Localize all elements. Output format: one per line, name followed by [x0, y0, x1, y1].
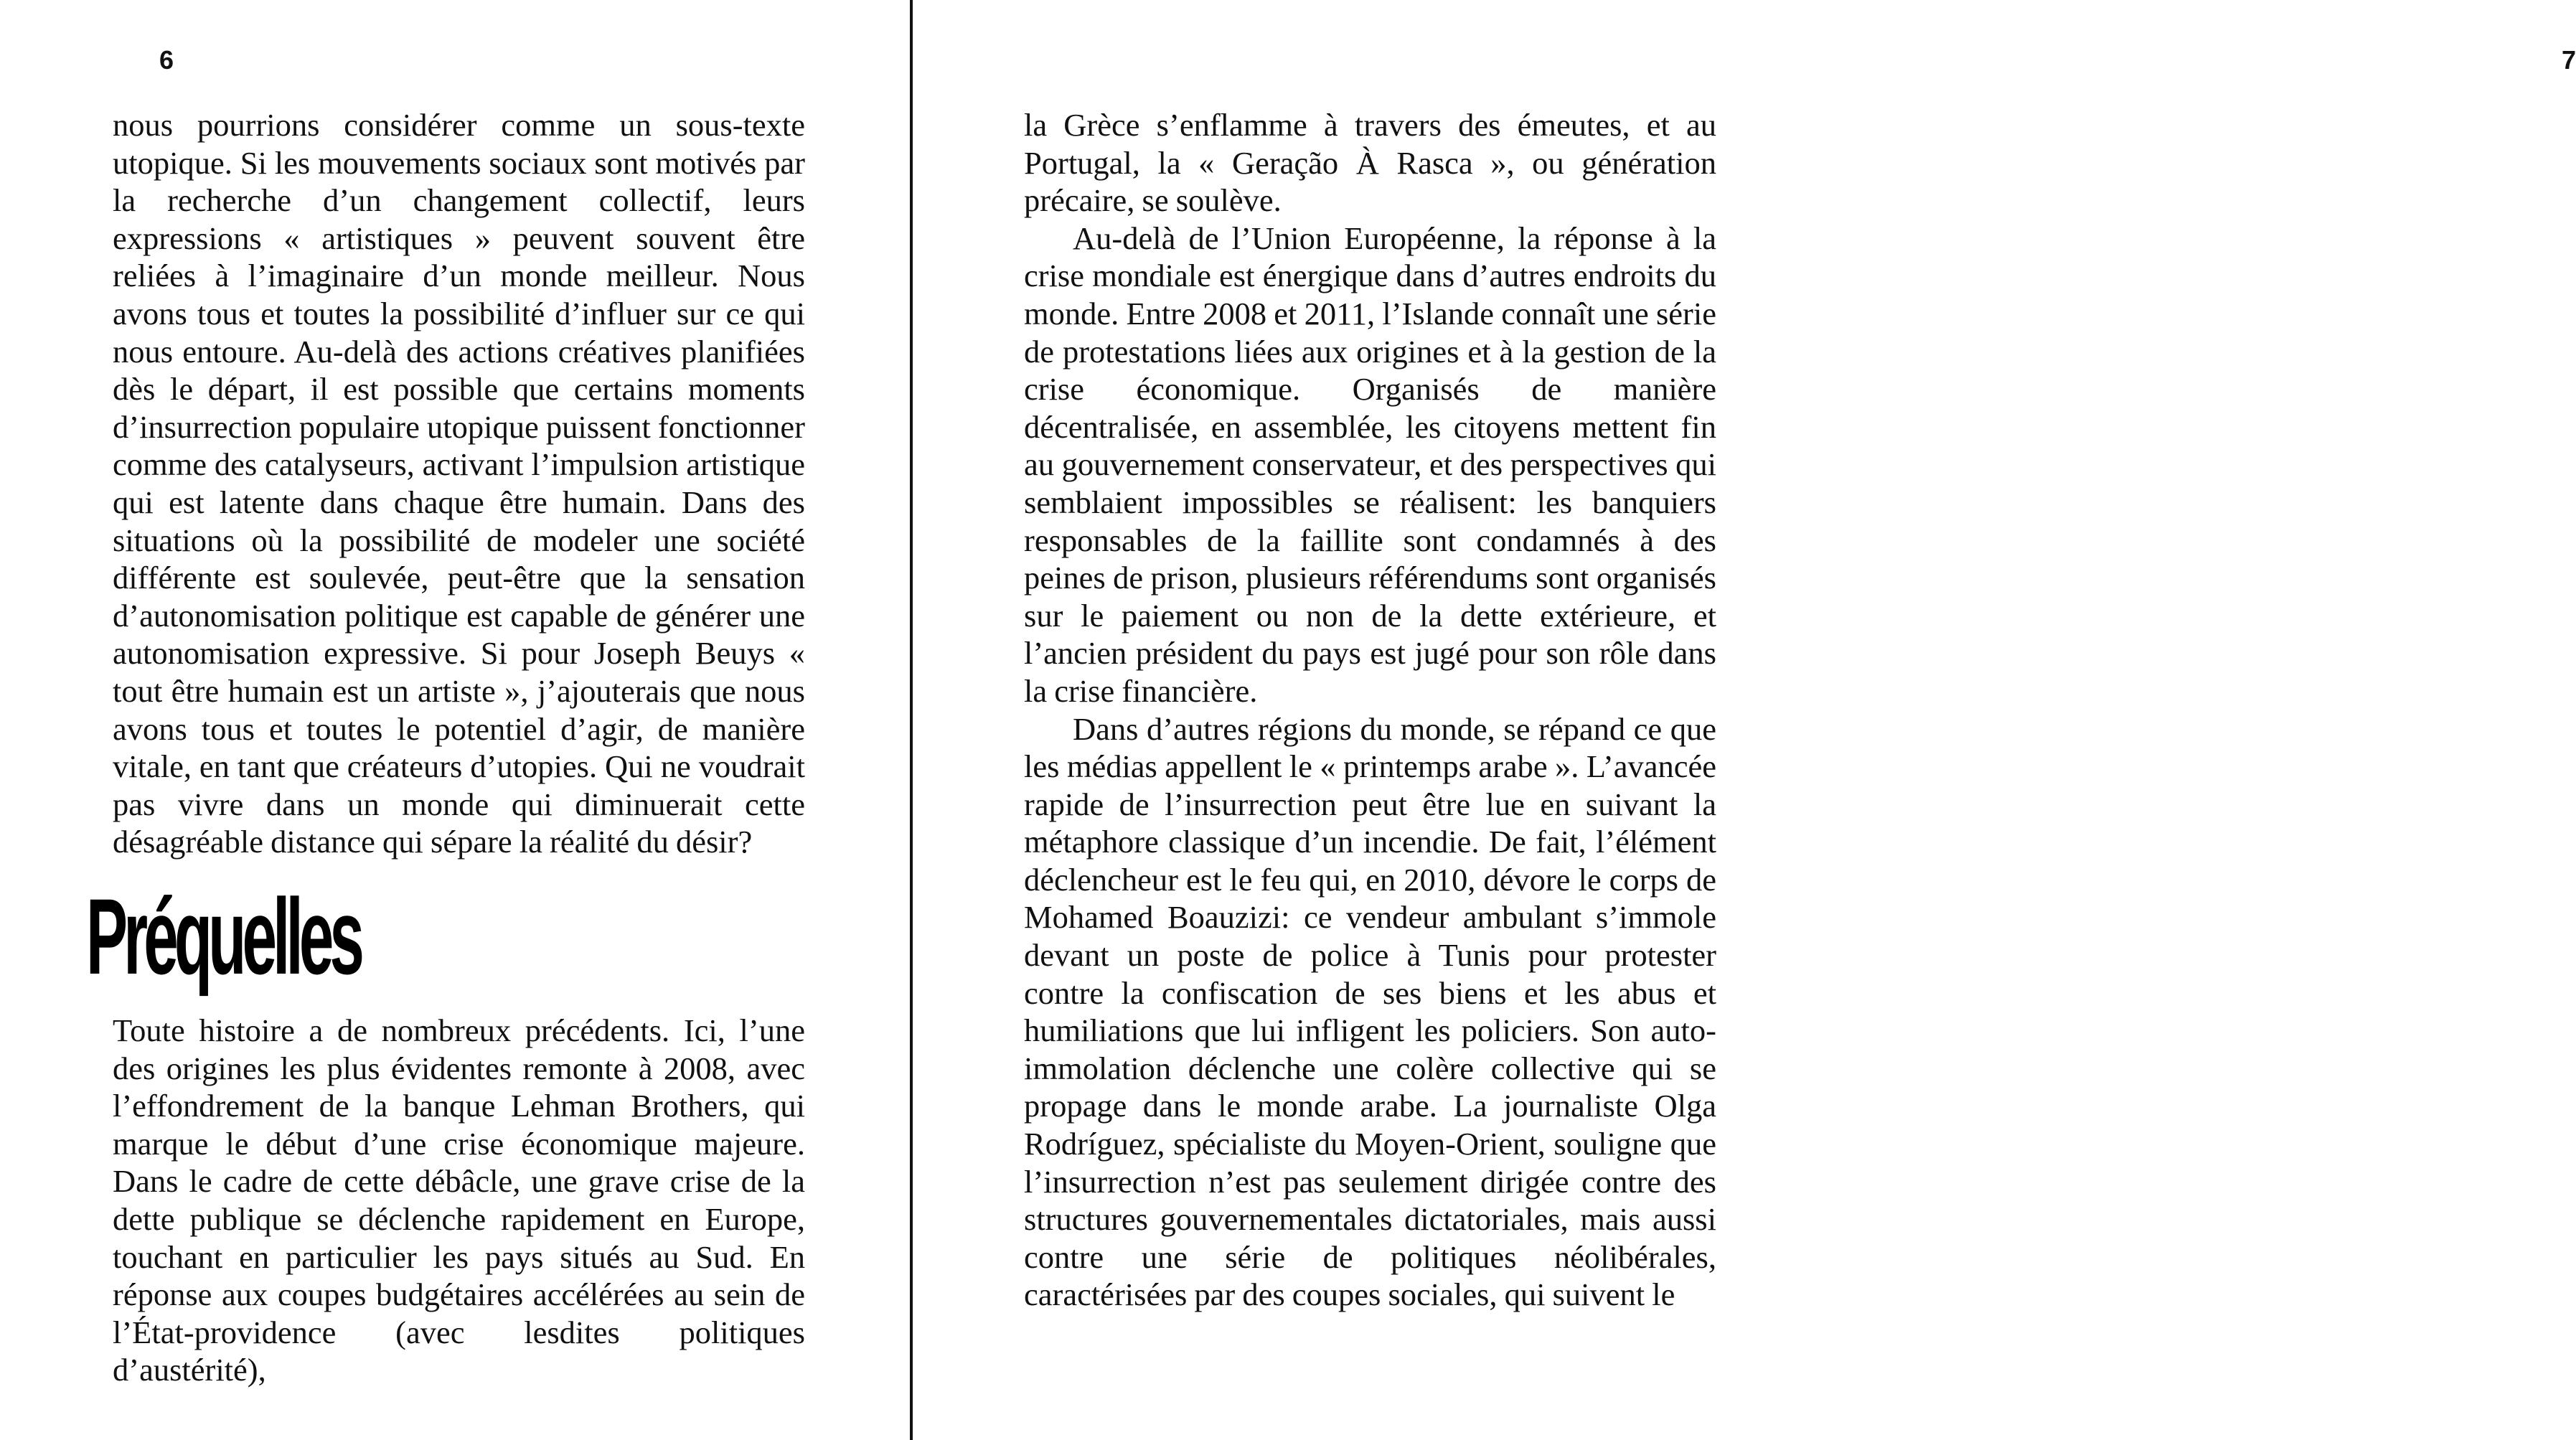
right-page-text [1024, 106, 1716, 1314]
paragraph: Dans d’autres régions du monde, se répand ce que les médias appellent le « printemps arabe ». L’avancée rapide de l’insurrection peut être lue en suivant la métaphore classique d’un incendie. De fait, l’élément déclencheur est le feu qui, en 2010, dévore le corps de Mohamed Boauzizi: ce vendeur ambulant s’immole devant un poste de police à Tunis pour protester contre la confiscation de ses biens et les abus et humiliations que lui infligent les policiers. Son auto-immolation déclenche une colère collective qui se propage dans le monde arabe. La journaliste Olga Rodríguez, spécialiste du Moyen-Orient, souligne que l’insurrection n’est pas seulement dirigée contre des structures gouvernementales dictatoriales, mais aussi contre une série de politiques néolibérales, caractérisées par des coupes sociales, qui suivent le [1024, 710, 1716, 1313]
page-number-right: 7 [2562, 45, 2576, 75]
left-top-text [113, 106, 805, 861]
paragraph: Toute histoire a de nombreux précédents. Ici, l’une des origines les plus évidentes remonte à 2008, avec l’effondrement de la banque Lehman Brothers, qui marque le début d’une crise économique majeure. Dans le cadre de cette débâcle, une grave crise de la dette publique se déclenche rapidement en Europe, touchant en particulier les pays situés au Sud. En réponse aux coupes budgétaires accélérées au sein de l’État-providence (avec lesdites politiques d’austérité), [113, 1012, 805, 1388]
section-heading: Préquelles [86, 876, 361, 997]
left-bottom-text [113, 1012, 805, 1389]
paragraph: Au-delà de l’Union Européenne, la réponse à la crise mondiale est énergique dans d’autres endroits du monde. Entre 2008 et 2011, l’Islande connaît une série de protestations liées aux origines et à la gestion de la crise économique. Organisés de manière décentralisée, en assemblée, les citoyens mettent fin au gouvernement conservateur, et des perspectives qui semblaient impossibles se réalisent: les banquiers responsables de la faillite sont condamnés à des peines de prison, plusieurs référendums sont organisés sur le paiement ou non de la dette extérieure, et l’ancien président du pays est jugé pour son rôle dans la crise financière. [1024, 220, 1716, 709]
paragraph: nous pourrions considérer comme un sous-texte utopique. Si les mouvements sociaux sont motivés par la recherche d’un changement collectif, leurs expressions « artistiques » peuvent souvent être reliées à l’imaginaire d’un monde meilleur. Nous avons tous et toutes la possibilité d’influer sur ce qui nous entoure. Au-delà des actions créatives planifiées dès le départ, il est possible que certains moments d’insurrection populaire utopique puissent fonctionner comme des catalyseurs, activant l’impulsion artistique qui est latente dans chaque être humain. Dans des situations où la possibilité de modeler une société différente est soulevée, peut-être que la sensation d’autonomisation politique est capable de générer une autonomisation expressive. Si pour Joseph Beuys « tout être humain est un artiste », j’ajouterais que nous avons tous et toutes le potentiel d’agir, de manière vitale, en tant que créateurs d’utopies. Qui ne voudrait pas vivre dans un monde qui diminuerait cette désagréable distance qui sépare la réalité du désir? [113, 107, 805, 860]
page-number-left: 6 [159, 45, 174, 75]
paragraph: la Grèce s’enflamme à travers des émeutes, et au Portugal, la « Geração À Rasca », ou génération précaire, se soulève. [1024, 107, 1716, 219]
left-page [0, 0, 910, 1440]
